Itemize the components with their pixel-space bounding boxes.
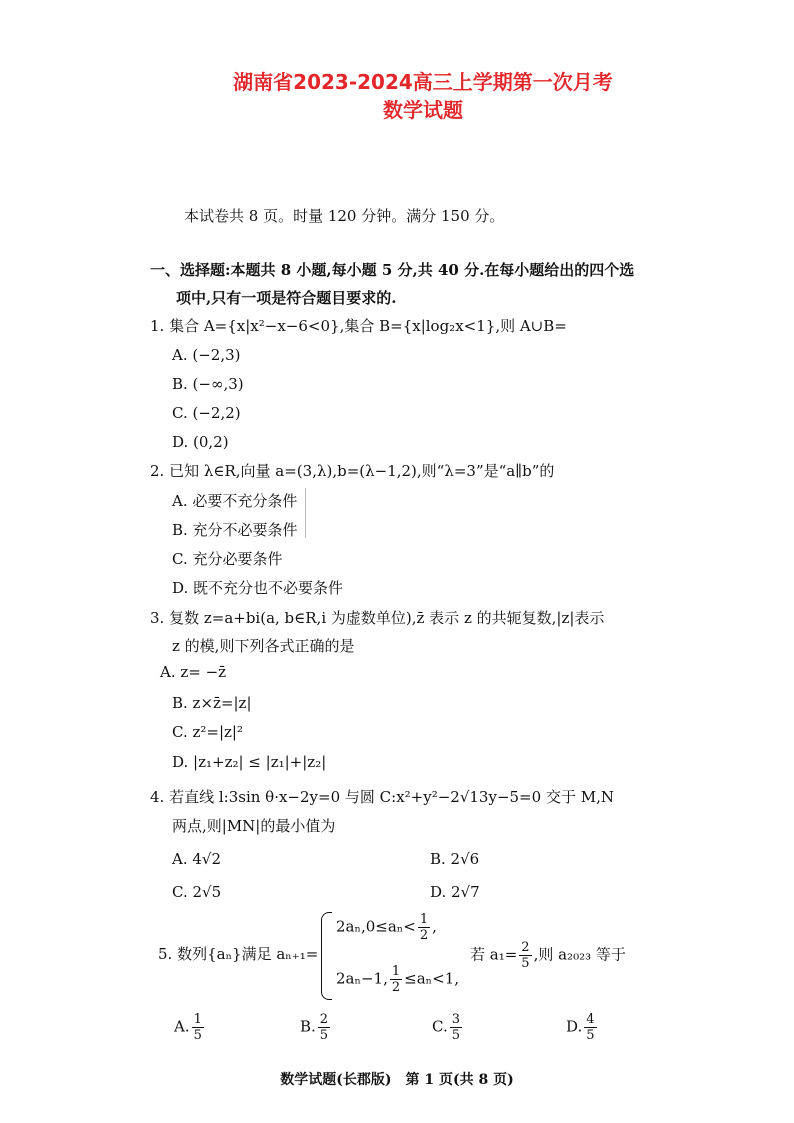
question-5-option-b <box>300 1012 332 1043</box>
condition-prefix: 若 a₁= <box>470 945 518 964</box>
question-4-option-a: A. 4√2 <box>172 850 222 868</box>
question-5-option-c <box>432 1012 464 1043</box>
condition-suffix: ,则 a₂₀₂₃ 等于 <box>533 945 626 964</box>
fraction-numerator: 4 <box>586 1012 595 1027</box>
question-2-option-b: B. 充分不必要条件 <box>172 521 298 539</box>
question-3-option-c: C. z²=|z|² <box>172 723 243 741</box>
option-label: B. <box>300 1017 316 1036</box>
piecewise-brace <box>321 912 332 1000</box>
option-label: C. <box>432 1017 448 1036</box>
fraction-numerator: 2 <box>521 940 530 955</box>
fraction-numerator: 1 <box>193 1012 202 1027</box>
question-2-option-a: A. 必要不充分条件 <box>172 492 298 510</box>
option-fraction <box>584 1012 596 1043</box>
fraction-denominator: 5 <box>319 1028 329 1043</box>
option-fraction <box>318 1012 330 1043</box>
case-2-suffix: ≤aₙ<1, <box>404 969 460 988</box>
question-1-option-d: D. (0,2) <box>172 433 229 451</box>
option-label: D. <box>566 1017 583 1036</box>
question-5-case-1: 2aₙ,0≤aₙ< $\frac{1}{2}$ , <box>336 912 437 943</box>
condition-fraction <box>519 940 531 971</box>
question-3-stem-cont: z 的模,则下列各式正确的是 <box>172 637 355 655</box>
case-2-text: 2aₙ−1, <box>336 969 388 988</box>
exam-title: 湖南省2023-2024高三上学期第一次月考 <box>233 70 613 94</box>
fraction-numerator: 2 <box>319 1012 329 1027</box>
question-3-option-b: B. z×z̄=|z| <box>172 694 252 712</box>
question-2-option-c: C. 充分必要条件 <box>172 550 283 568</box>
question-4-stem-cont: 两点,则|MN|的最小值为 <box>172 817 336 835</box>
fraction-denominator: 2 <box>419 928 429 943</box>
question-4-option-d: D. 2√7 <box>430 883 480 901</box>
case-1-fraction <box>418 912 430 943</box>
question-3-stem: 3. 复数 z=a+bi(a, b∈R,i 为虚数单位),z̄ 表示 z 的共轭复数,|z|表示 <box>150 609 605 627</box>
question-3-option-d: D. |z₁+z₂| ≤ |z₁|+|z₂| <box>172 753 327 771</box>
scan-artifact-divider <box>305 488 306 538</box>
section-heading-cont: 项中,只有一项是符合题目要求的. <box>176 289 397 307</box>
question-4-option-b: B. 2√6 <box>430 850 480 868</box>
question-2-option-d: D. 既不充分也不必要条件 <box>172 579 344 597</box>
question-5-case-2 <box>336 964 459 995</box>
fraction-denominator: 5 <box>193 1028 202 1043</box>
question-1-option-b: B. (−∞,3) <box>172 375 244 393</box>
question-5-condition <box>470 940 626 971</box>
fraction-denominator: 5 <box>586 1028 595 1043</box>
question-1-option-a: A. (−2,3) <box>172 346 241 364</box>
exam-intro: 本试卷共 8 页。时量 120 分钟。满分 150 分。 <box>184 207 505 225</box>
section-heading: 一、选择题:本题共 8 小题,每小题 5 分,共 40 分.在每小题给出的四个选 <box>150 261 635 279</box>
question-4-stem: 4. 若直线 l:3sin θ·x−2y=0 与圆 C:x²+y²−2√13y−5=0 交于 M,N <box>150 788 614 806</box>
fraction-numerator: 1 <box>391 964 401 979</box>
question-5-option-a <box>174 1012 206 1043</box>
question-4-option-c: C. 2√5 <box>172 883 222 901</box>
exam-subject-title: 数学试题 <box>383 98 463 122</box>
question-2-stem: 2. 已知 λ∈R,向量 a=(3,λ),b=(λ−1,2),则“λ=3”是“a∥b”的 <box>150 462 555 480</box>
fraction-denominator: 2 <box>391 980 401 995</box>
question-5-option-d <box>566 1012 599 1043</box>
option-fraction <box>192 1012 204 1043</box>
question-1-option-c: C. (−2,2) <box>172 404 241 422</box>
fraction-numerator: 3 <box>451 1012 460 1027</box>
question-3-option-a: A. z= −z̄ <box>160 663 227 681</box>
option-fraction <box>450 1012 462 1043</box>
page-footer: 数学试题(长郡版) 第 1 页(共 8 页) <box>280 1072 514 1088</box>
question-5-stem: 5. 数列{aₙ}满足 aₙ₊₁= <box>158 945 319 963</box>
fraction-numerator: 1 <box>419 912 429 927</box>
question-1-stem: 1. 集合 A={x|x²−x−6<0},集合 B={x|log₂x<1},则 A∪B= <box>150 317 567 335</box>
case-1-text: 2aₙ,0≤aₙ< <box>336 917 416 936</box>
fraction-denominator: 5 <box>521 956 530 971</box>
fraction-denominator: 5 <box>451 1028 460 1043</box>
option-label: A. <box>174 1017 190 1036</box>
case-2-fraction <box>390 964 402 995</box>
